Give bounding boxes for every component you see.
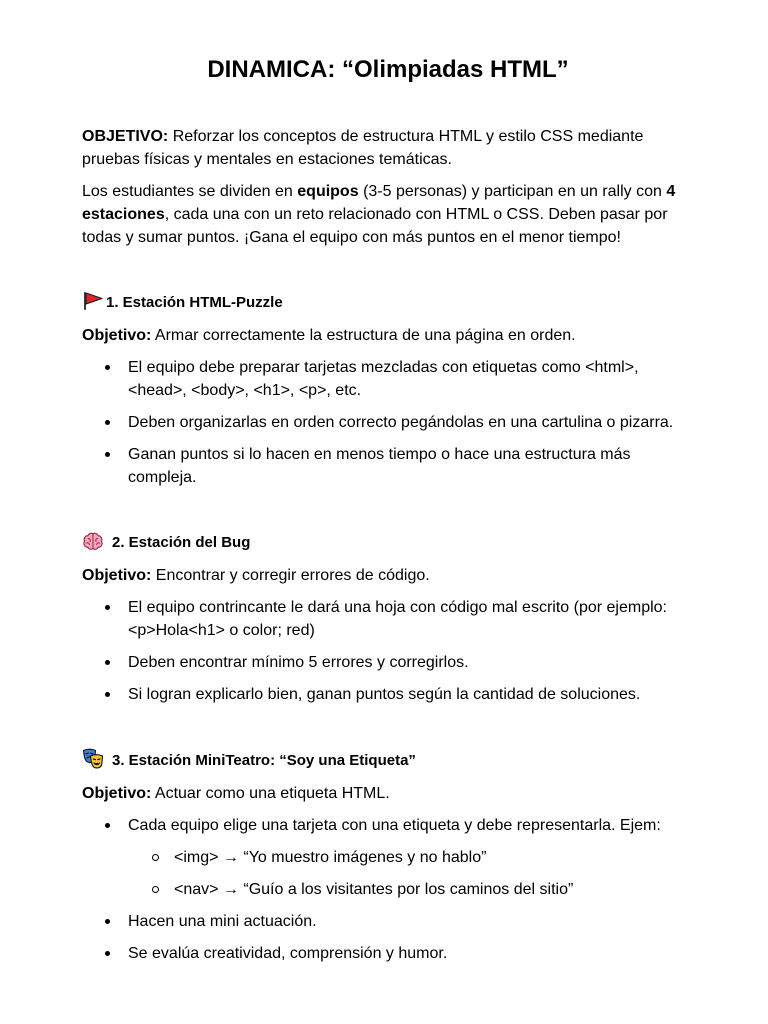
station-task-list — [82, 596, 688, 706]
station-title: 3. Estación MiniTeatro: “Soy una Etiqueta” — [112, 752, 416, 769]
objective-label: OBJETIVO: — [82, 128, 169, 145]
list-item-text: Si logran explicarlo bien, ganan puntos según la cantidad de soluciones. — [128, 686, 641, 703]
list-item — [82, 814, 688, 901]
station-objective — [82, 782, 688, 805]
sublist-item — [128, 878, 688, 901]
station-1 — [82, 291, 688, 489]
list-item-text: Deben encontrar mínimo 5 errores y corregirlos. — [128, 654, 469, 671]
objective-text: Encontrar y corregir errores de código. — [155, 567, 430, 584]
objective-text: Armar correctamente la estructura de una página en orden. — [154, 327, 576, 344]
objective-label: Objetivo: — [82, 785, 152, 802]
station-heading — [82, 531, 688, 554]
brain-icon — [82, 531, 104, 551]
list-item-text: Cada equipo elige una tarjeta con una etiqueta y debe representarla. Ejem: — [128, 817, 661, 834]
description-text: (3-5 personas) y participan en un rally con — [363, 183, 662, 200]
list-item — [82, 411, 688, 434]
list-item — [82, 910, 688, 933]
station-task-list — [82, 814, 688, 965]
list-item — [82, 651, 688, 674]
list-item — [82, 356, 688, 402]
document-title: DINAMICA: “Olimpiadas HTML” — [207, 56, 569, 83]
list-item — [82, 443, 688, 489]
list-item-text: El equipo contrincante le dará una hoja con código mal escrito (por ejemplo: <p>Hola<h1> o color; red) — [128, 599, 667, 639]
list-item-text: El equipo debe preparar tarjetas mezcladas con etiquetas como <html>, <head>, <body>, <h1>, <p>, etc. — [128, 359, 639, 399]
list-item-text: Hacen una mini actuación. — [128, 913, 317, 930]
sublist-item-text: <img> → “Yo muestro imágenes y no hablo” — [174, 849, 487, 866]
performing-arts-icon — [82, 748, 104, 770]
list-item — [82, 596, 688, 642]
triangular-flag-icon — [82, 291, 104, 311]
list-item-text: Deben organizarlas en orden correcto pegándolas en una cartulina o pizarra. — [128, 414, 674, 431]
station-task-list — [82, 356, 688, 489]
station-title: 2. Estación del Bug — [112, 534, 251, 551]
sublist-item-text: <nav> → “Guío a los visitantes por los caminos del sitio” — [174, 881, 574, 898]
sublist-item — [128, 846, 688, 869]
station-2 — [82, 531, 688, 706]
station-title: 1. Estación HTML-Puzzle — [106, 294, 283, 311]
list-item-text: Se evalúa creatividad, comprensión y humor. — [128, 945, 448, 962]
station-heading — [82, 748, 688, 772]
station-heading — [82, 291, 688, 314]
station-objective — [82, 324, 688, 347]
description-text: , cada una con un reto relacionado con HTML o CSS. Deben pasar por todas y sumar puntos. ¡Gana el equipo con más puntos en el menor tiempo! — [82, 206, 668, 246]
intro — [82, 125, 688, 249]
objective-text: Actuar como una etiqueta HTML. — [154, 785, 390, 802]
example-sublist — [128, 846, 688, 901]
objective-paragraph — [82, 125, 688, 171]
description-emphasis: equipos — [297, 183, 359, 200]
station-3 — [82, 748, 688, 965]
objective-text: Reforzar los conceptos de estructura HTML y estilo CSS mediante pruebas físicas y mentales en estaciones temáticas. — [82, 128, 644, 168]
description-paragraph — [82, 180, 688, 249]
list-item — [82, 683, 688, 706]
description-emphasis: 4 estaciones — [82, 183, 676, 223]
objective-label: Objetivo: — [82, 327, 152, 344]
description-text: Los estudiantes se dividen en — [82, 183, 293, 200]
station-objective — [82, 564, 688, 587]
list-item-text: Ganan puntos si lo hacen en menos tiempo o hace una estructura más compleja. — [128, 446, 631, 486]
objective-label: Objetivo: — [82, 567, 152, 584]
list-item — [82, 942, 688, 965]
